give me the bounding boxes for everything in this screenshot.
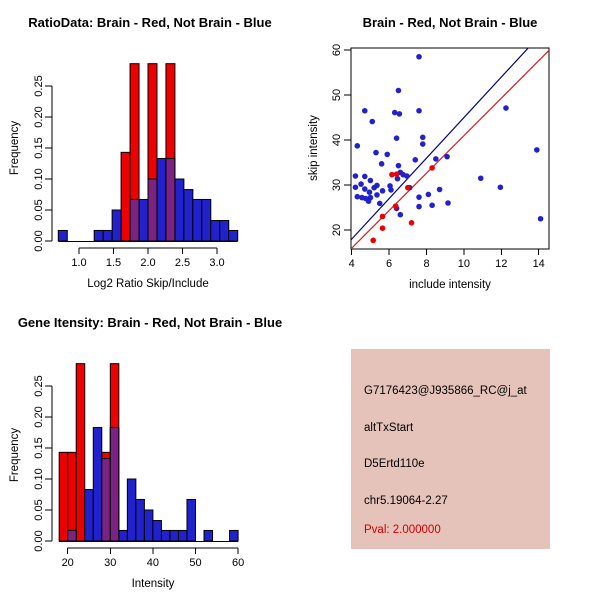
svg-text:1.0: 1.0 — [71, 257, 87, 269]
svg-text:0.05: 0.05 — [33, 499, 45, 521]
ratio-yaxis-title: Frequency — [9, 120, 21, 176]
svg-text:60: 60 — [231, 557, 245, 569]
ratio-histogram-canvas — [33, 64, 238, 269]
svg-text:40: 40 — [146, 557, 160, 569]
gene-yaxis-title: Frequency — [9, 427, 21, 483]
svg-text:0.05: 0.05 — [33, 199, 45, 221]
intensity-scatter-canvas — [331, 44, 550, 270]
svg-text:20: 20 — [61, 557, 74, 569]
location-text: chr5.19064-2.27 — [364, 495, 448, 507]
ratio-histogram-panel — [0, 0, 300, 300]
svg-text:0.10: 0.10 — [33, 168, 45, 190]
svg-text:1.5: 1.5 — [105, 257, 122, 269]
intensity-scatter-title: Brain - Red, Not Brain - Blue — [362, 15, 538, 30]
gene-name-text: D5Ertd110e — [364, 458, 425, 470]
svg-text:20: 20 — [331, 223, 343, 237]
info-box — [351, 349, 550, 549]
svg-text:50: 50 — [331, 88, 343, 102]
svg-text:30: 30 — [331, 178, 343, 192]
gene-histogram-canvas — [33, 364, 244, 569]
svg-text:0.20: 0.20 — [33, 406, 45, 428]
info-panel — [300, 300, 600, 600]
svg-text:0.25: 0.25 — [33, 375, 45, 397]
ratio-histogram-plot — [0, 0, 300, 300]
gene-histogram-plot — [0, 300, 300, 600]
pval-text: Pval: 2.000000 — [364, 524, 441, 536]
svg-text:14: 14 — [532, 258, 545, 270]
svg-text:4: 4 — [348, 258, 355, 270]
svg-text:50: 50 — [189, 557, 202, 569]
svg-text:3.0: 3.0 — [209, 257, 225, 269]
svg-text:40: 40 — [331, 133, 343, 147]
svg-text:0.20: 0.20 — [33, 106, 45, 128]
svg-text:2.5: 2.5 — [174, 257, 191, 269]
svg-text:0.10: 0.10 — [33, 468, 45, 490]
svg-text:2.0: 2.0 — [140, 257, 156, 269]
ratio-xaxis-title: Log2 Ratio Skip/Include — [87, 278, 209, 290]
splice-type-text: altTxStart — [364, 422, 414, 434]
svg-text:30: 30 — [104, 557, 117, 569]
probe-id-text: G7176423@J935866_RC@j_at — [364, 385, 527, 397]
svg-text:60: 60 — [331, 43, 343, 57]
gene-xaxis-title: Intensity — [131, 578, 175, 590]
gene-histogram-title: Gene Itensity: Brain - Red, Not Brain - Blue — [17, 315, 283, 330]
intensity-scatter-plot — [300, 0, 600, 300]
scatter-xaxis-title: include intensity — [409, 279, 491, 291]
svg-text:0.00: 0.00 — [33, 230, 45, 252]
intensity-scatter-panel — [300, 0, 600, 300]
ratio-histogram-title: RatioData: Brain - Red, Not Brain - Blue — [28, 15, 272, 30]
svg-text:10: 10 — [457, 258, 471, 270]
svg-text:0.00: 0.00 — [33, 530, 45, 552]
svg-text:0.15: 0.15 — [33, 437, 45, 459]
scatter-yaxis-title: skip intensity — [308, 115, 320, 181]
svg-text:0.15: 0.15 — [33, 137, 45, 159]
svg-text:12: 12 — [495, 258, 508, 270]
svg-text:0.25: 0.25 — [33, 75, 45, 97]
gene-histogram-panel — [0, 300, 300, 600]
svg-text:6: 6 — [386, 258, 393, 270]
svg-text:8: 8 — [423, 258, 430, 270]
